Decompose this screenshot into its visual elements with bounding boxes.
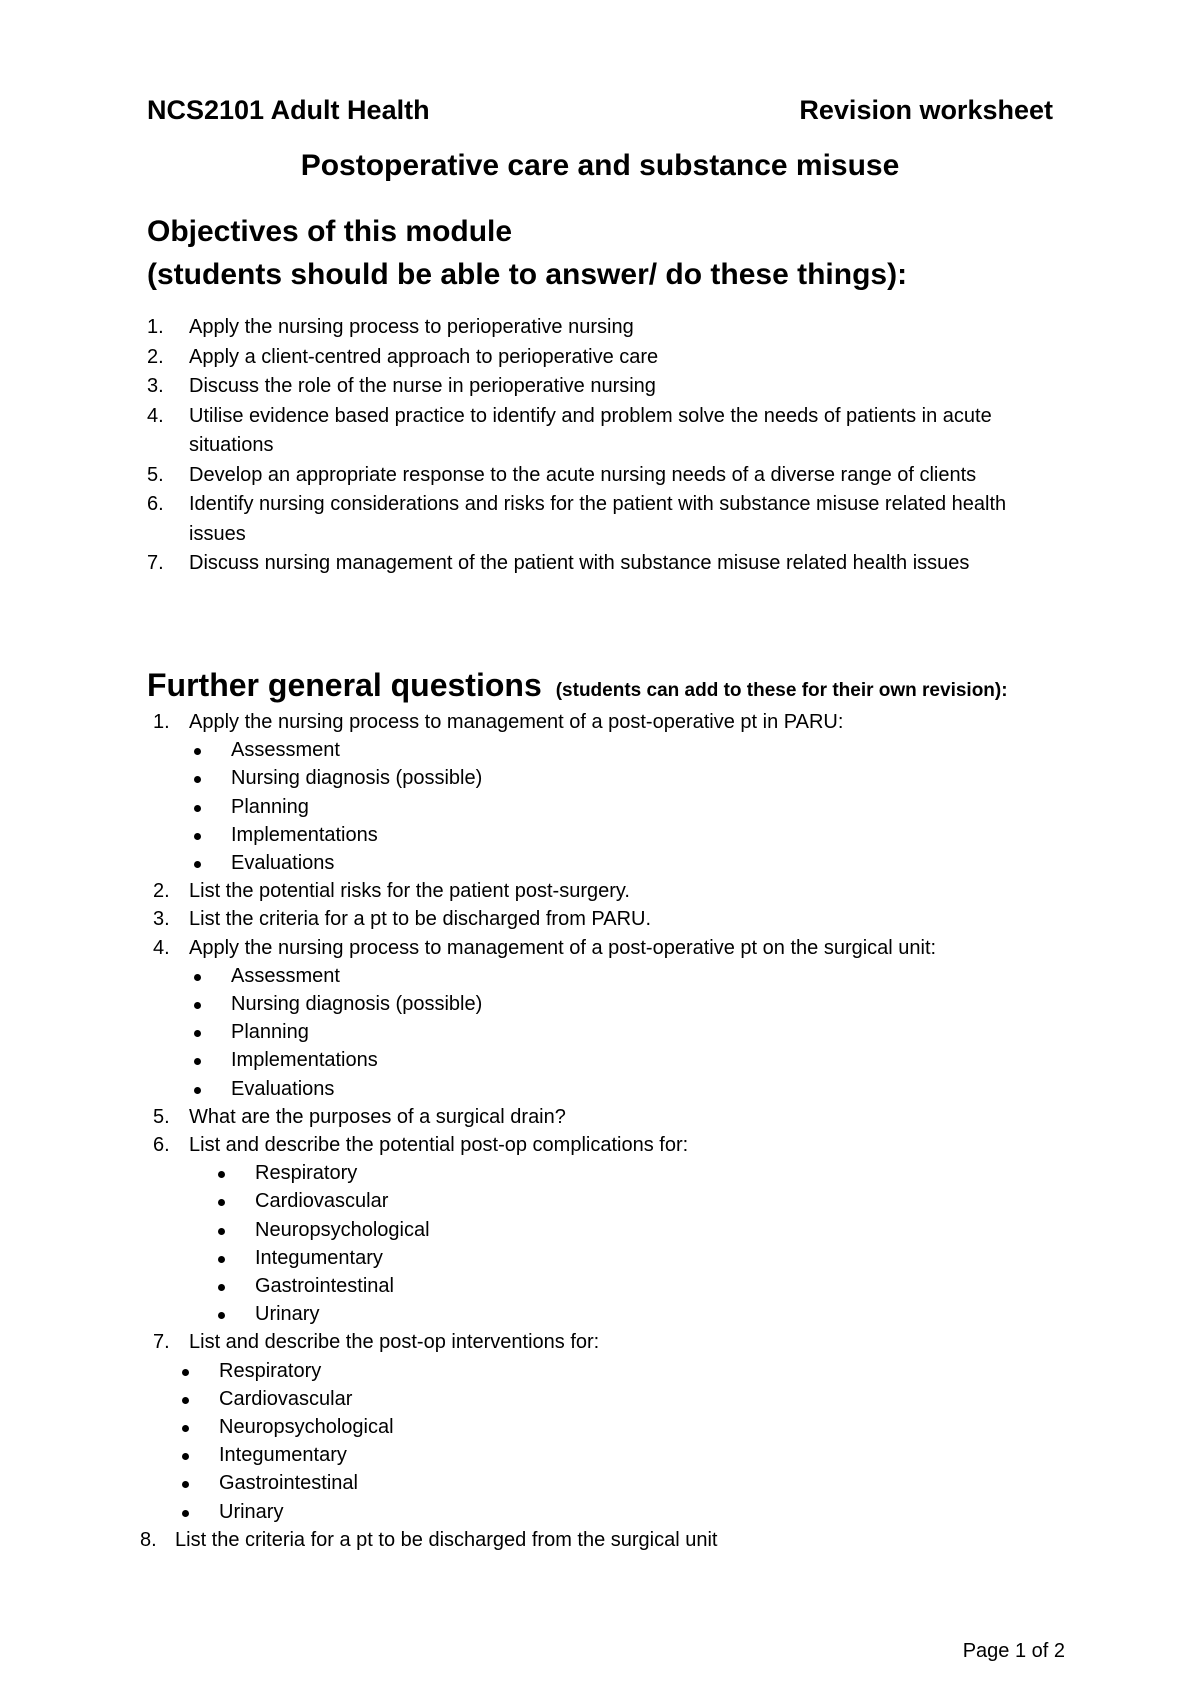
course-title: NCS2101 Adult Health [147, 95, 430, 125]
sub-item [189, 1385, 1067, 1413]
sub-item [189, 990, 1067, 1018]
item-number: 3. [147, 375, 164, 397]
bullet-icon [194, 748, 201, 755]
sub-item-text: Cardiovascular [255, 1190, 389, 1213]
item-text: Discuss nursing management of the patient with substance misuse related health issues [189, 552, 970, 574]
sub-item [189, 1300, 1067, 1328]
page-number: Page 1 of 2 [962, 1640, 1065, 1662]
further-questions-subtitle: (students can add to these for their own revision): [555, 680, 1008, 701]
item-text: Discuss the role of the nurse in perioperative nursing [189, 375, 656, 397]
bullet-icon [182, 1481, 189, 1488]
question-item [147, 1131, 1067, 1328]
question-number: 2. [153, 880, 170, 903]
bullet-icon [218, 1199, 225, 1206]
objective-item [147, 549, 1067, 579]
question-number: 4. [153, 936, 170, 959]
further-questions-title: Further general questions [147, 667, 542, 703]
sub-item [189, 1272, 1067, 1300]
question-item [140, 1526, 1067, 1554]
bullet-icon [194, 974, 201, 981]
sub-item-text: Evaluations [231, 1077, 335, 1100]
question-item [147, 1103, 1067, 1131]
question-text: List and describe the post-op interventions for: [189, 1331, 600, 1354]
sub-list [189, 736, 1067, 877]
question-item [147, 905, 1067, 933]
sub-item-text: Assessment [231, 964, 340, 987]
bullet-icon [182, 1397, 189, 1404]
question-text: List the criteria for a pt to be discharged from the surgical unit [175, 1528, 718, 1551]
sub-item-text: Gastrointestinal [255, 1275, 394, 1298]
sub-item-text: Nursing diagnosis (possible) [231, 993, 483, 1016]
sub-item-text: Evaluations [231, 852, 335, 875]
sub-item [189, 764, 1067, 792]
bullet-icon [218, 1228, 225, 1235]
question-number: 7. [153, 1331, 170, 1354]
sub-item [189, 1413, 1067, 1441]
item-number: 4. [147, 404, 164, 427]
sub-item-text: Respiratory [219, 1359, 322, 1382]
sub-item-text: Urinary [219, 1500, 284, 1523]
sub-item [189, 1244, 1067, 1272]
sub-item-text: Neuropsychological [255, 1218, 430, 1241]
item-number: 2. [147, 345, 164, 368]
bullet-icon [194, 776, 201, 783]
bullet-icon [194, 861, 201, 868]
sub-item [189, 1357, 1067, 1385]
sub-item-text: Nursing diagnosis (possible) [231, 767, 483, 790]
objective-item [147, 461, 1067, 491]
sub-item [189, 1159, 1067, 1187]
sub-item [189, 1498, 1067, 1526]
bullet-icon [182, 1369, 189, 1376]
sub-item-text: Integumentary [219, 1444, 347, 1467]
sub-item [189, 1018, 1067, 1046]
bullet-icon [194, 1030, 201, 1037]
sub-item-text: Cardiovascular [219, 1387, 353, 1410]
sub-item-text: Urinary [255, 1303, 320, 1326]
bullet-icon [182, 1453, 189, 1460]
sub-item-text: Assessment [231, 739, 340, 762]
objectives-heading-line2: (students should be able to answer/ do these things): [147, 258, 908, 291]
sub-item-text: Implementations [231, 823, 378, 846]
sub-item-text: Planning [231, 1021, 309, 1044]
sub-item [189, 821, 1067, 849]
document-title: Postoperative care and substance misuse [300, 149, 900, 182]
bullet-icon [194, 1002, 201, 1009]
bullet-icon [194, 1087, 201, 1094]
sub-item [189, 1216, 1067, 1244]
bullet-icon [218, 1284, 225, 1291]
item-number: 6. [147, 493, 164, 515]
sub-item-text: Planning [231, 795, 309, 818]
bullet-icon [218, 1312, 225, 1319]
item-text: Apply the nursing process to perioperative nursing [189, 316, 634, 338]
item-text: Utilise evidence based practice to identify and problem solve the needs of patients in acute situations [189, 404, 992, 456]
bullet-icon [218, 1171, 225, 1178]
sub-item-text: Respiratory [255, 1162, 358, 1185]
further-questions-heading [147, 667, 1008, 704]
item-number: 1. [147, 316, 164, 338]
question-text: List the criteria for a pt to be discharged from PARU. [189, 908, 652, 931]
questions-list [140, 708, 1067, 1554]
bullet-icon [218, 1256, 225, 1263]
question-number: 1. [153, 711, 170, 733]
objectives-list [147, 313, 1067, 579]
sub-item [189, 736, 1067, 764]
question-number: 5. [153, 1105, 170, 1128]
sub-item [189, 1046, 1067, 1074]
objective-item [147, 372, 1067, 402]
sub-list [189, 962, 1067, 1103]
sub-item [189, 1441, 1067, 1469]
sub-item-text: Implementations [231, 1049, 378, 1072]
sub-item [189, 1469, 1067, 1497]
item-text: Identify nursing considerations and risks for the patient with substance misuse related health issues [189, 493, 1007, 545]
item-number: 5. [147, 463, 164, 486]
bullet-icon [182, 1510, 189, 1517]
sub-item [189, 1187, 1067, 1215]
bullet-icon [194, 1058, 201, 1065]
sub-item [189, 849, 1067, 877]
objective-item [147, 402, 1067, 461]
objective-item [147, 490, 1067, 549]
sub-item [189, 962, 1067, 990]
bullet-icon [194, 805, 201, 812]
item-text: Apply a client-centred approach to perioperative care [189, 345, 659, 368]
question-item [147, 1328, 1067, 1525]
sub-item-text: Neuropsychological [219, 1416, 394, 1439]
question-number: 6. [153, 1134, 170, 1157]
question-item [147, 934, 1067, 1103]
question-text: What are the purposes of a surgical drain? [189, 1105, 566, 1128]
question-text: Apply the nursing process to management of a post-operative pt on the surgical unit: [189, 936, 937, 959]
item-number: 7. [147, 552, 164, 574]
sub-item-text: Gastrointestinal [219, 1472, 358, 1495]
sub-list [189, 1159, 1067, 1328]
objectives-heading [147, 210, 907, 296]
objectives-heading-line1: Objectives of this module [147, 215, 513, 248]
sub-item-text: Integumentary [255, 1246, 383, 1269]
bullet-icon [182, 1425, 189, 1432]
question-number: 3. [153, 908, 170, 931]
objective-item [147, 313, 1067, 343]
sub-item [189, 1075, 1067, 1103]
question-text: List the potential risks for the patient post-surgery. [189, 880, 630, 903]
question-number: 8. [140, 1528, 157, 1551]
question-text: Apply the nursing process to management of a post-operative pt in PARU: [189, 711, 844, 733]
sub-list [189, 1357, 1067, 1526]
sub-item [189, 793, 1067, 821]
question-item [147, 877, 1067, 905]
question-item [147, 708, 1067, 877]
question-text: List and describe the potential post-op complications for: [189, 1134, 689, 1157]
document-type: Revision worksheet [799, 95, 1053, 125]
item-text: Develop an appropriate response to the acute nursing needs of a diverse range of clients [189, 463, 977, 486]
bullet-icon [194, 833, 201, 840]
objective-item [147, 343, 1067, 373]
